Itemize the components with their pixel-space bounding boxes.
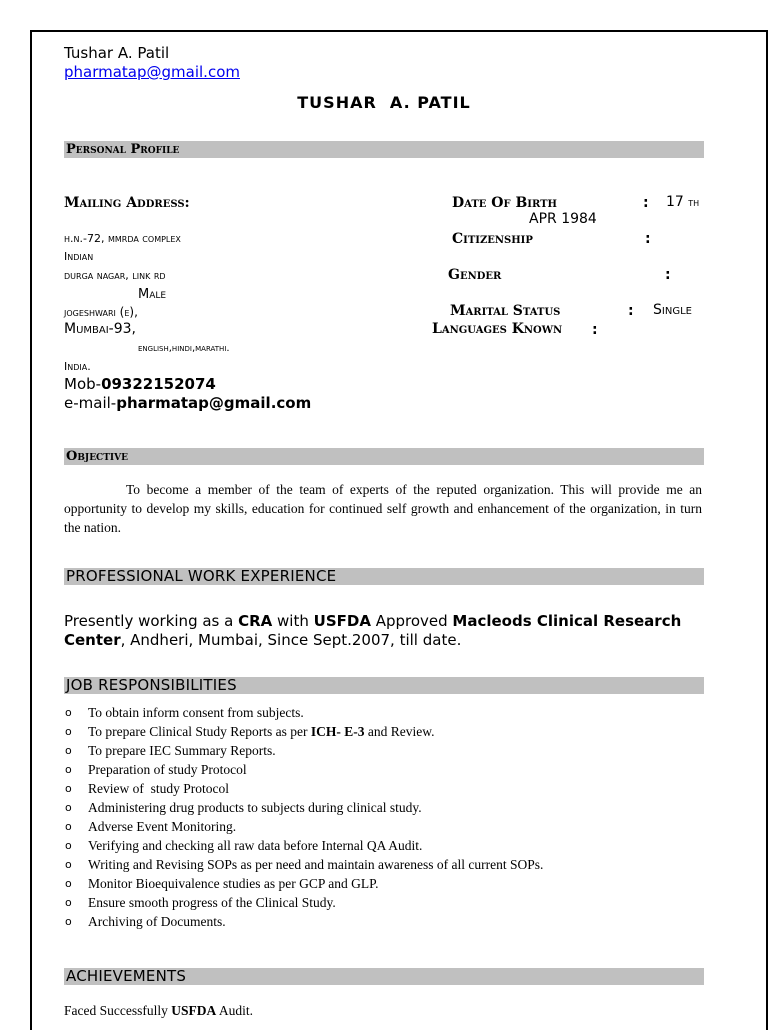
experience-role: CRA — [238, 612, 273, 630]
languages-colon: : — [592, 322, 598, 338]
section-title-achievements: ACHIEVEMENTS — [66, 967, 187, 985]
languages-value: english,hindi,marathi. — [138, 343, 230, 354]
responsibility-text: Monitor Bioequivalence studies as per GCP and GLP. — [88, 876, 379, 891]
mobile-prefix: Mob- — [64, 375, 102, 393]
responsibility-text: To prepare IEC Summary Reports. — [88, 743, 276, 758]
responsibility-text: To obtain inform consent from subjects. — [88, 705, 304, 720]
experience-text-2: with — [272, 612, 314, 630]
responsibility-item — [64, 722, 704, 741]
objective-text: To become a member of the team of experts of the reputed organization. This will provide me an opportunity to develop my skills, education for continued self growth and enhancement of the organization, in turn the nation. — [64, 482, 702, 535]
achievement-bold: USFDA — [171, 1003, 217, 1018]
mobile-number: 09322152074 — [101, 375, 216, 393]
dob-day-suffix: th — [688, 196, 700, 209]
responsibility-text: Preparation of study Protocol — [88, 762, 247, 777]
languages-label: Languages Known — [432, 321, 563, 337]
mobile-line — [64, 375, 216, 393]
section-bar-responsibilities — [64, 677, 704, 694]
bullet-icon: o — [65, 782, 72, 795]
bullet-icon: o — [65, 801, 72, 814]
responsibility-text: Writing and Revising SOPs as per need and maintain awareness of all current SOPs. — [88, 857, 544, 872]
dob-label: Date Of Birth — [452, 195, 557, 211]
achievement-text-pre: Faced Successfully — [64, 1003, 172, 1018]
citizenship-colon: : — [645, 231, 651, 247]
bullet-icon: o — [65, 896, 72, 909]
bullet-icon: o — [65, 706, 72, 719]
experience-text-3: Approved — [370, 612, 453, 630]
citizenship-label: Citizenship — [452, 231, 533, 247]
achievement-text — [64, 1003, 253, 1019]
bullet-icon: o — [65, 915, 72, 928]
citizenship-value: Indian — [64, 250, 94, 263]
email-prefix: e-mail- — [64, 394, 117, 412]
marital-status-label: Marital Status — [450, 303, 561, 319]
responsibility-text-tail: and Review. — [364, 724, 435, 739]
responsibility-bold: ICH- E-3 — [310, 724, 365, 739]
dob-colon: : — [643, 195, 649, 211]
experience-company: Macleods Clinical Research Center — [64, 612, 682, 649]
address-line-1: h.n.-72, mmrda complex — [64, 232, 181, 245]
gender-value: Male — [138, 287, 167, 302]
experience-text-1: Presently working as a — [64, 612, 239, 630]
section-bar-objective — [64, 448, 704, 465]
responsibility-item — [64, 836, 704, 855]
bullet-icon: o — [65, 820, 72, 833]
marital-status-value: Single — [653, 302, 692, 318]
responsibility-item — [64, 912, 704, 931]
dob-month-year: APR 1984 — [529, 211, 597, 227]
section-title-objective: Objective — [66, 449, 128, 464]
bullet-icon: o — [65, 725, 72, 738]
email-line — [64, 394, 311, 412]
responsibility-text: Ensure smooth progress of the Clinical Study. — [88, 895, 336, 910]
name-line: Tushar A. Patil — [64, 44, 170, 62]
responsibility-item — [64, 760, 704, 779]
dob-day-value: 17 — [666, 194, 684, 210]
gender-label: Gender — [448, 267, 502, 283]
responsibility-text: Administering drug products to subjects during clinical study. — [88, 800, 422, 815]
dob-day — [666, 194, 699, 210]
address-line-3: jogeshwari (e), — [64, 305, 138, 319]
bullet-icon: o — [65, 839, 72, 852]
responsibility-item — [64, 893, 704, 912]
section-title-responsibilities: JOB RESPONSIBILITIES — [66, 676, 237, 694]
bullet-icon: o — [65, 744, 72, 757]
responsibility-text: Verifying and checking all raw data before Internal QA Audit. — [88, 838, 423, 853]
responsibility-item — [64, 817, 704, 836]
marital-status-colon: : — [628, 303, 634, 319]
mailing-address-label: Mailing Address: — [64, 195, 190, 211]
experience-text — [64, 612, 706, 650]
responsibility-item — [64, 741, 704, 760]
gender-colon: : — [665, 267, 671, 283]
responsibility-item — [64, 779, 704, 798]
address-line-2: durga nagar, link rd — [64, 269, 166, 282]
experience-text-4: , Andheri, Mumbai, Since Sept.2007, till date. — [120, 631, 462, 649]
responsibility-item — [64, 798, 704, 817]
section-bar-experience — [64, 568, 704, 585]
responsibility-text: To prepare Clinical Study Reports as per — [88, 724, 311, 739]
responsibility-text: Archiving of Documents. — [88, 914, 226, 929]
email-value: pharmatap@gmail.com — [116, 394, 312, 412]
bullet-icon: o — [65, 763, 72, 776]
section-bar-personal-profile — [64, 141, 704, 158]
address-line-5: India. — [64, 360, 91, 373]
section-title-personal-profile: Personal Profile — [66, 142, 180, 157]
responsibilities-list — [64, 703, 704, 931]
section-bar-achievements — [64, 968, 704, 985]
resume-title: TUSHAR A. PATIL — [297, 93, 471, 112]
responsibility-text: Adverse Event Monitoring. — [88, 819, 237, 834]
responsibility-text: Review of study Protocol — [88, 781, 229, 796]
email-link[interactable]: pharmatap@gmail.com — [64, 63, 240, 81]
responsibility-item — [64, 874, 704, 893]
achievement-text-post: Audit. — [216, 1003, 254, 1018]
bullet-icon: o — [65, 858, 72, 871]
address-line-4: Mumbai-93, — [64, 321, 136, 337]
responsibility-item — [64, 703, 704, 722]
bullet-icon: o — [65, 877, 72, 890]
experience-agency: USFDA — [313, 612, 371, 630]
responsibility-item — [64, 855, 704, 874]
section-title-experience: PROFESSIONAL WORK EXPERIENCE — [66, 567, 337, 585]
